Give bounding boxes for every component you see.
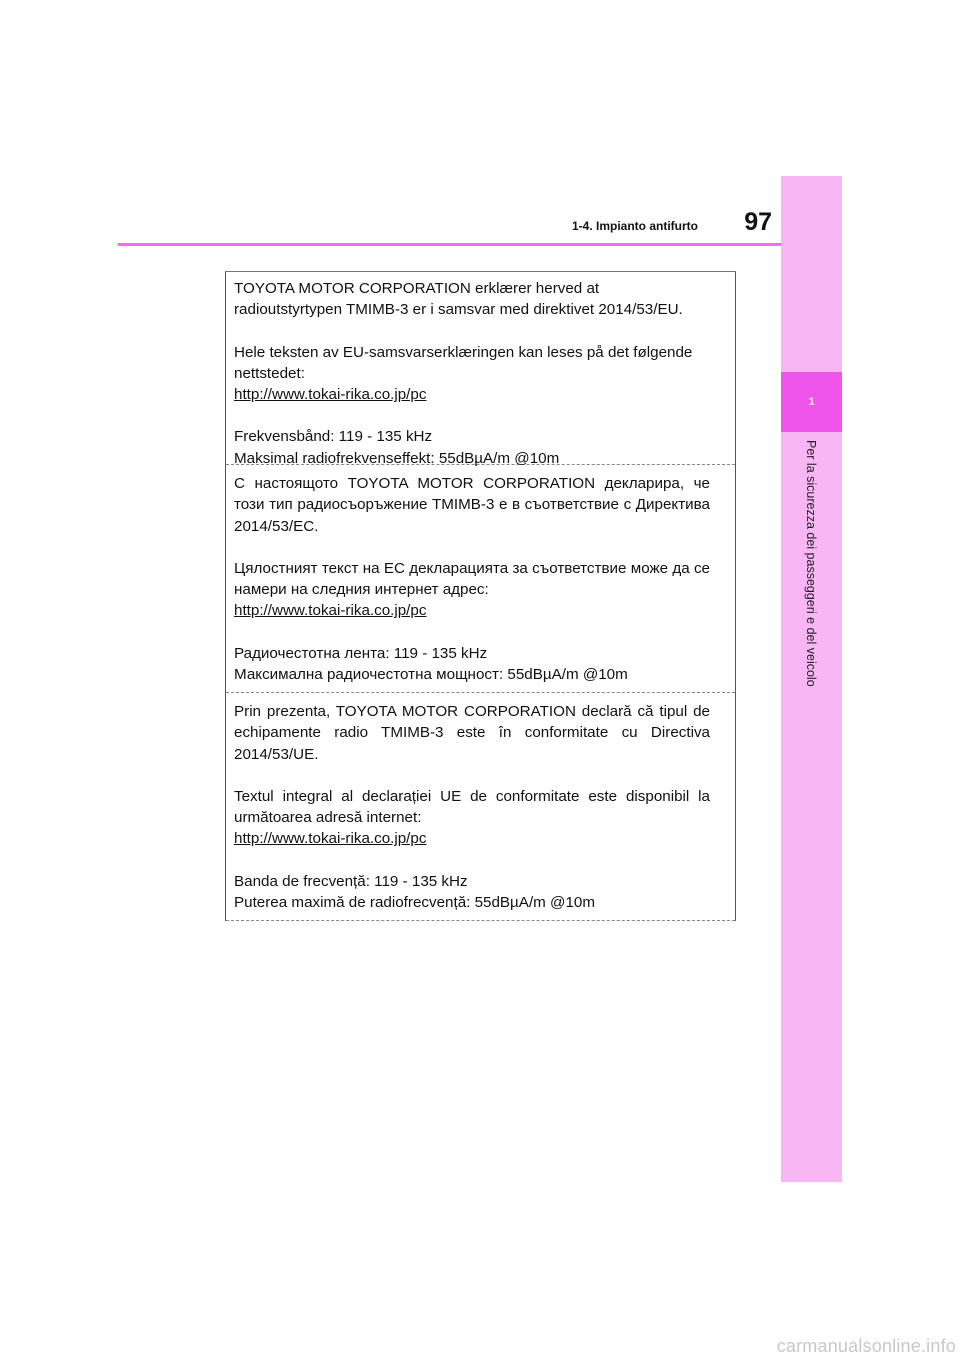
full-text-intro: Hele teksten av EU-samsvarserklæringen kan leses på det følgende nettstedet: http://www.tokai-rika.co.jp/pc (234, 343, 693, 404)
declaration-link[interactable]: http://www.tokai-rika.co.jp/pc (234, 830, 427, 848)
header-divider (118, 243, 781, 246)
declaration-link[interactable]: http://www.tokai-rika.co.jp/pc (234, 602, 427, 620)
frequency-band: Радиочестотна лента: 119 - 135 kHz (234, 644, 488, 662)
declaration-bulgarian (226, 465, 735, 693)
full-text-intro: Textul integral al declarației UE de conformitate este disponibil la următoarea adresă internet: http://www.tokai-rika.co.jp/pc (234, 787, 710, 848)
declaration-statement: С настоящото TOYOTA MOTOR CORPORATION декларира, че този тип радиосъоръжение TMIMB-3 е в съответствие с Директива 2014/53/ЕС. (234, 475, 710, 535)
chapter-number: 1 (808, 396, 815, 408)
declaration-box (225, 271, 736, 921)
frequency-band: Frekvensbånd: 119 - 135 kHz (234, 428, 433, 446)
radio-specs (234, 871, 710, 914)
section-title: 1-4. Impianto antifurto (572, 219, 698, 233)
full-text-intro: Цялостният текст на ЕС декларацията за съответствие може да се намери на следния интернет адрес: http://www.tokai-rika.co.jp/pc (234, 559, 710, 620)
max-power: Максимална радиочестотна мощност: 55dBµA/m @10m (234, 666, 628, 684)
declaration-link[interactable]: http://www.tokai-rika.co.jp/pc (234, 386, 427, 404)
declaration-norwegian (226, 272, 735, 465)
max-power: Maksimal radiofrekvenseffekt: 55dBµA/m @10m (234, 449, 560, 467)
page-number: 97 (744, 208, 772, 236)
watermark: carmanualsonline.info (776, 1336, 956, 1356)
max-power: Puterea maximă de radiofrecvență: 55dBµA/m @10m (234, 894, 595, 912)
radio-specs (234, 643, 710, 686)
declaration-romanian (226, 693, 735, 921)
radio-specs (234, 426, 710, 469)
chapter-number-badge (781, 372, 842, 432)
chapter-title: Per la sicurezza dei passeggeri e del veicolo (804, 440, 818, 687)
frequency-band: Banda de frecvență: 119 - 135 kHz (234, 872, 468, 890)
declaration-statement: TOYOTA MOTOR CORPORATION erklærer herved at radioutstyrtypen TMIMB-3 er i samsvar med direktivet 2014/53/EU. (234, 280, 683, 319)
declaration-statement: Prin prezenta, TOYOTA MOTOR CORPORATION declară că tipul de echipamente radio TMIMB-3 este în conformitate cu Directiva 2014/53/UE. (234, 703, 710, 763)
